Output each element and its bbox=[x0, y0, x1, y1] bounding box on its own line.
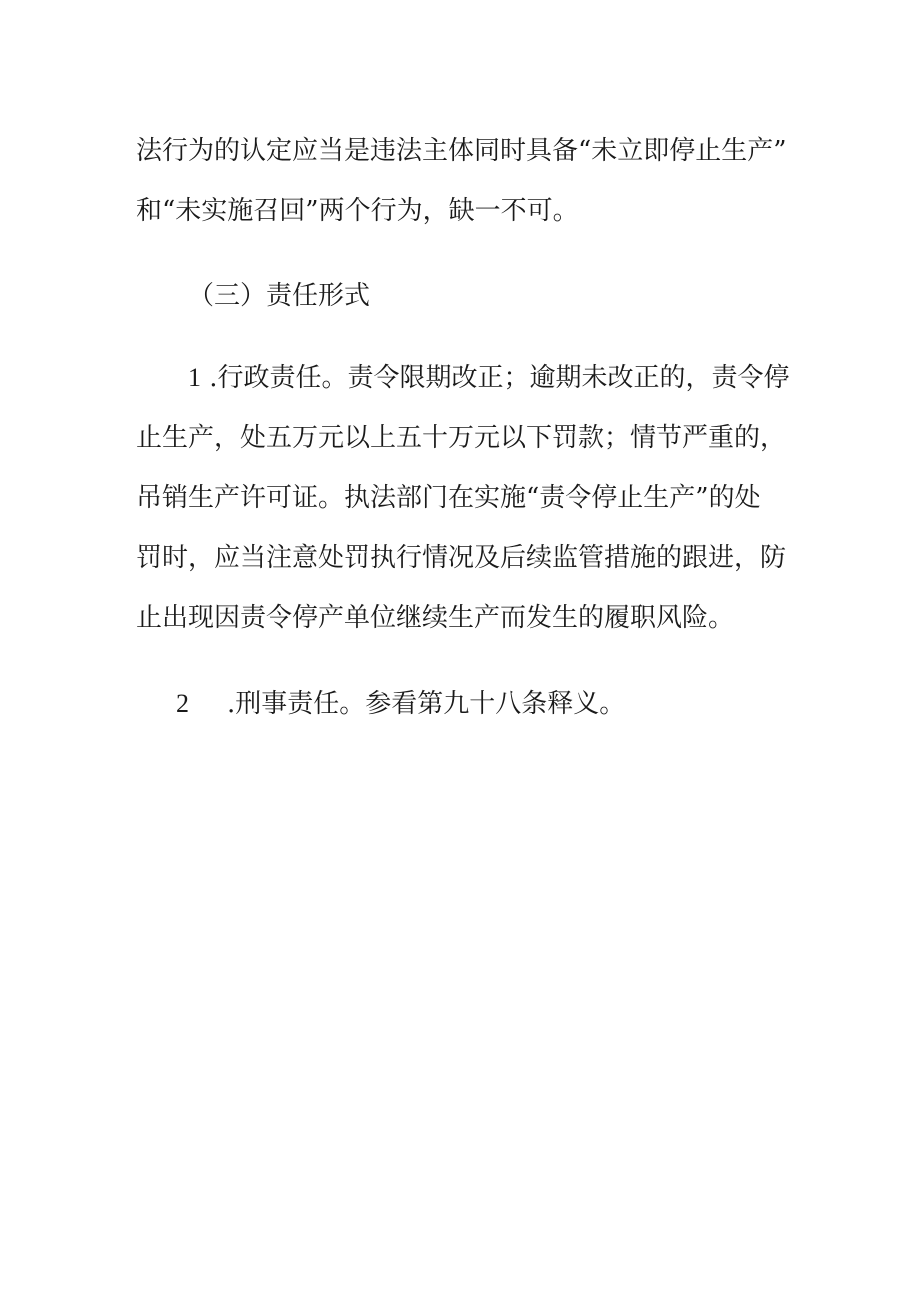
item-2-number: 2 bbox=[176, 689, 189, 718]
item-1-number: 1 bbox=[188, 363, 201, 392]
item-1-line: 止出现因责令停产单位继续生产而发生的履职风险。 bbox=[136, 603, 735, 633]
item-1-text: .行政责任。责令限期改正；逾期未改正的，责令停 bbox=[209, 363, 790, 393]
paragraph-line: 法行为的认定应当是违法主体同时具备“未立即停止生产” bbox=[136, 136, 787, 166]
item-1-first-line bbox=[188, 363, 790, 393]
item-1-line: 罚时，应当注意处罚执行情况及后续监管措施的跟进，防 bbox=[136, 543, 787, 573]
item-2-text: .刑事责任。参看第九十八条释义。 bbox=[227, 689, 626, 719]
item-2-line bbox=[176, 689, 625, 719]
item-1-line: 止生产，处五万元以上五十万元以下罚款；情节严重的， bbox=[136, 423, 787, 453]
item-1-line: 吊销生产许可证。执法部门在实施“责令停止生产”的处 bbox=[136, 483, 761, 513]
paragraph-line: 和“未实施召回”两个行为，缺一不可。 bbox=[136, 196, 579, 226]
section-heading: （三）责任形式 bbox=[188, 281, 371, 311]
